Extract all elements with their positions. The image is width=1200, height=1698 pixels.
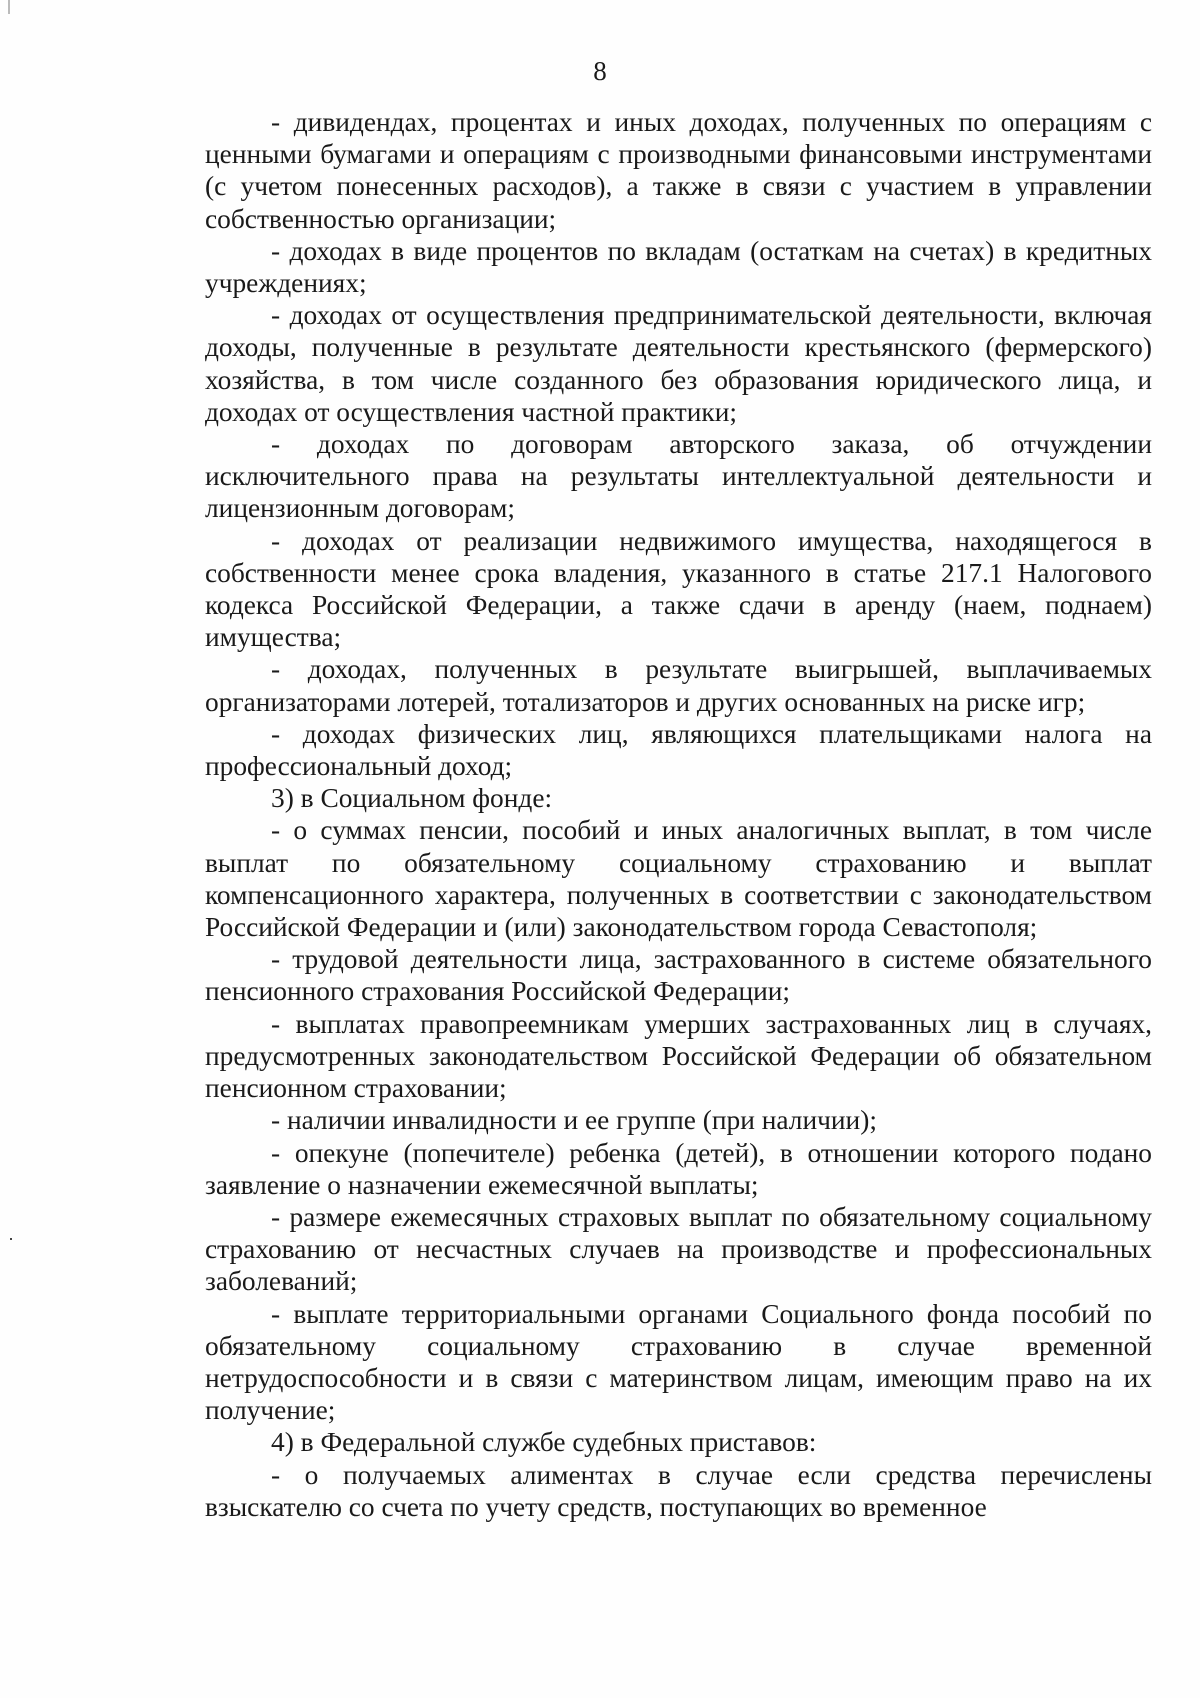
document-body — [205, 106, 1152, 1523]
section-heading-social-fund: 3) в Социальном фонде: — [271, 783, 553, 814]
list-item-pensions: - о суммах пенсии, пособий и иных аналогичных выплат, в том числе выплат по обязательному социальному страхованию и выплат компенсационного характера, полученных в соответствии с законодательством Российской Федерации и (или) законодательством города Севастополя; — [205, 815, 1152, 943]
list-item-professional-income: - доходах физических лиц, являющихся плательщиками налога на профессиональный доход; — [205, 718, 1152, 782]
list-item-benefits: - выплате территориальными органами Социального фонда пособий по обязательному социальному страхованию в случае временной нетрудоспособности и в связи с материнством лицам, имеющим право на их получение; — [205, 1298, 1152, 1426]
scan-dot-mark — [10, 1238, 12, 1240]
list-item-copyright-income: - доходах по договорам авторского заказа, об отчуждении исключительного права на результаты интеллектуальной деятельности и лицензионным договорам; — [205, 429, 1152, 524]
list-item-guardian: - опекуне (попечителе) ребенка (детей), в отношении которого подано заявление о назначении ежемесячной выплаты; — [205, 1137, 1152, 1200]
list-item-winnings: - доходах, полученных в результате выигрышей, выплачиваемых организаторами лотерей, тотализаторов и других основанных на риске игр; — [205, 654, 1152, 717]
list-item-labor-activity: - трудовой деятельности лица, застрахованного в системе обязательного пенсионного страхования Российской Федерации; — [205, 944, 1152, 1007]
page-number: 8 — [593, 56, 607, 86]
scan-edge-mark — [8, 0, 10, 14]
list-item-dividends: - дивидендах, процентах и иных доходах, полученных по операциям с ценными бумагами и операциям с производными финансовыми инструментами (с учетом понесенных расходов), а также в связи с участием в управлении собственностью организации; — [205, 107, 1152, 234]
section-heading-bailiffs: 4) в Федеральной службе судебных приставов: — [271, 1427, 817, 1458]
list-item-business-income: - доходах от осуществления предпринимательской деятельности, включая доходы, полученные в результате деятельности крестьянского (фермерского) хозяйства, в том числе созданного без образования юридического лица, и доходах от осуществления частной практики; — [205, 300, 1152, 427]
list-item-successor-payments: - выплатах правопреемникам умерших застрахованных лиц в случаях, предусмотренных законодательством Российской Федерации об обязательном пенсионном страховании; — [205, 1008, 1152, 1104]
list-item-real-estate-income: - доходах от реализации недвижимого имущества, находящегося в собственности менее срока владения, указанного в статье 217.1 Налогового кодекса Российской Федерации, а также сдачи в аренду (наем, поднаем) имущества; — [205, 525, 1152, 653]
list-item-disability: - наличии инвалидности и ее группе (при наличии); — [271, 1105, 877, 1136]
list-item-alimony: - о получаемых алиментах в случае если средства перечислены взыскателю со счета по учету средств, поступающих во временное — [205, 1459, 1152, 1522]
list-item-deposit-interest: - доходах в виде процентов по вкладам (остаткам на счетах) в кредитных учреждениях; — [205, 235, 1152, 299]
list-item-insurance-payments: - размере ежемесячных страховых выплат по обязательному социальному страхованию от несчастных случаев на производстве и профессиональных заболеваний; — [205, 1201, 1152, 1297]
